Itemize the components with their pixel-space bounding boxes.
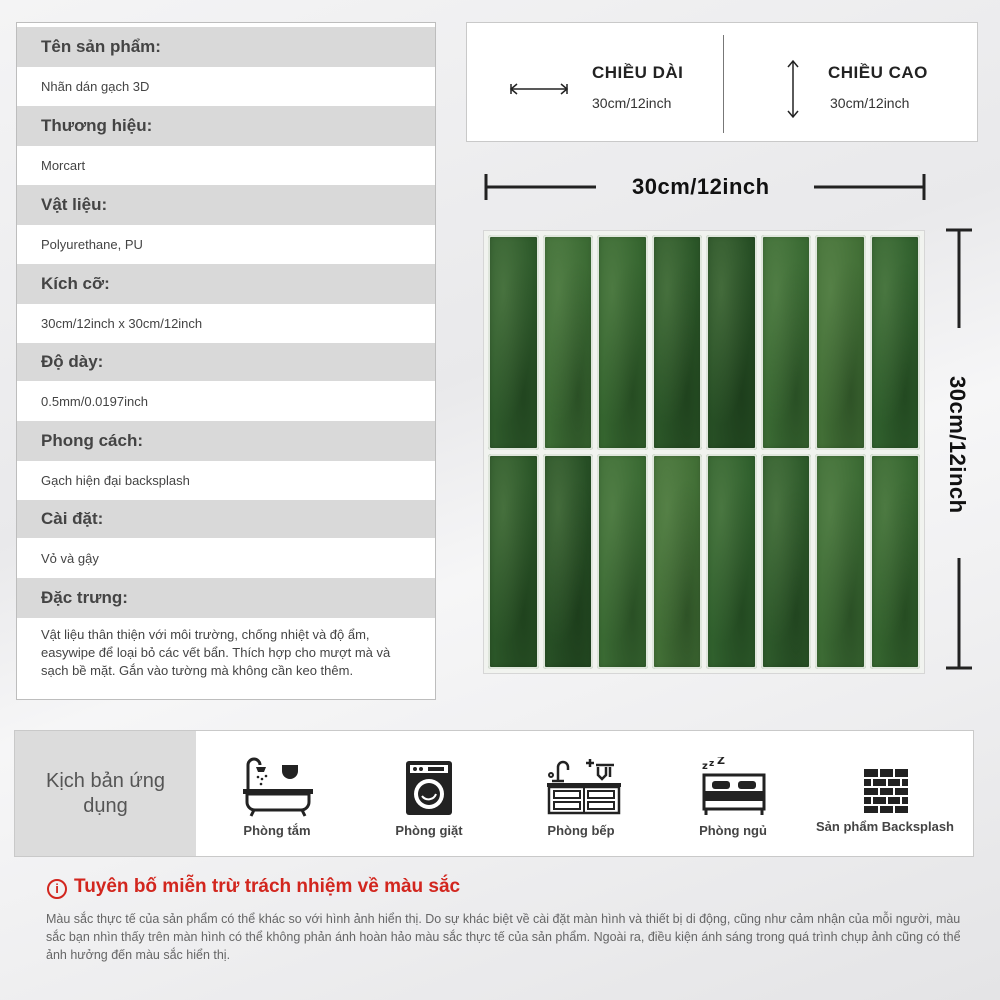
tile-strip — [543, 454, 594, 669]
tile-strip — [652, 235, 703, 450]
spec-value-style: Gạch hiện đại backsplash — [17, 461, 435, 500]
bed-icon — [698, 757, 770, 817]
scenarios-label: Kịch bản ứng dụng — [15, 731, 196, 856]
scenario-laundry-label: Phòng giặt — [395, 823, 463, 838]
tile-strip — [761, 235, 812, 450]
tile-strip — [488, 454, 539, 669]
washing-machine-icon — [394, 757, 466, 817]
brick-wall-icon — [850, 767, 922, 827]
scenario-bathroom — [202, 731, 352, 856]
scenario-kitchen-label: Phòng bếp — [547, 823, 615, 838]
dimensions-box — [466, 22, 978, 142]
scenario-kitchen — [506, 731, 656, 856]
height-title: CHIỀU CAO — [828, 63, 928, 82]
tile-strip — [706, 235, 757, 450]
svg-text:z: z — [702, 761, 708, 772]
length-value: 30cm/12inch — [592, 95, 672, 111]
scenario-laundry — [354, 731, 504, 856]
spec-value-brand: Morcart — [17, 146, 435, 185]
spec-label-product-name: Tên sản phẩm: — [17, 27, 435, 67]
tile-strip — [815, 454, 866, 669]
height-value: 30cm/12inch — [830, 95, 910, 111]
tile-strip — [815, 235, 866, 450]
tile-strip — [870, 454, 921, 669]
dimensions-divider — [723, 35, 724, 133]
spec-value-size: 30cm/12inch x 30cm/12inch — [17, 304, 435, 343]
spec-label-style: Phong cách: — [17, 421, 435, 461]
tile-strip — [597, 454, 648, 669]
spec-label-material: Vật liệu: — [17, 185, 435, 225]
tile-strip — [706, 454, 757, 669]
tile-strip — [488, 235, 539, 450]
height-measure-label: 30cm/12inch — [945, 376, 970, 514]
vertical-arrow-icon — [785, 59, 801, 119]
length-title: CHIỀU DÀI — [592, 63, 684, 82]
tile-strip — [652, 454, 703, 669]
green-tile-sample — [484, 231, 924, 673]
tile-strip — [543, 235, 594, 450]
spec-label-install: Cài đặt: — [17, 500, 435, 538]
application-scenarios — [14, 730, 974, 857]
tile-strip — [761, 454, 812, 669]
spec-value-product-name: Nhãn dán gạch 3D — [17, 67, 435, 106]
width-measure-label: 30cm/12inch — [632, 174, 770, 199]
scenario-bathroom-label: Phòng tắm — [243, 823, 311, 838]
kitchen-icon — [546, 757, 622, 817]
scenario-bedroom — [658, 731, 808, 856]
spec-label-size: Kích cỡ: — [17, 264, 435, 304]
info-icon: i — [47, 879, 67, 899]
svg-text:Z: Z — [717, 757, 725, 767]
disclaimer-title: Tuyên bố miễn trừ trách nhiệm về màu sắc — [74, 876, 461, 897]
spec-value-features: Vật liệu thân thiện với môi trường, chống nhiệt và độ ẩm, easywipe để loại bỏ các vết bẩn. Thích hợp cho mượt mà và sạch bề mặt. Gắn vào tường mà không cần keo thêm. — [17, 618, 435, 698]
scenario-bedroom-label: Phòng ngủ — [699, 823, 767, 838]
spec-label-brand: Thương hiệu: — [17, 106, 435, 146]
scenario-backsplash — [810, 731, 960, 856]
spec-value-install: Vỏ và gậy — [17, 538, 435, 578]
spec-label-features: Đặc trưng: — [17, 578, 435, 618]
tile-strip — [597, 235, 648, 450]
spec-value-thickness: 0.5mm/0.0197inch — [17, 381, 435, 421]
tile-strip — [870, 235, 921, 450]
spec-table — [16, 22, 436, 700]
scenario-backsplash-label: Sản phẩm Backsplash — [816, 819, 954, 834]
bathtub-icon — [242, 757, 314, 817]
disclaimer-body: Màu sắc thực tế của sản phẩm có thể khác so với hình ảnh hiển thị. Do sự khác biệt về cài đặt màn hình và thiết bị di động, cũng như cảm nhận của mỗi người, màu sắc bạn nhìn thấy trên màn hình có thể không phản ánh hoàn hảo màu sắc thực tế của sản phẩm. Ngoài ra, điều kiện ánh sáng trong quá trình chụp ảnh cũng có thể ảnh hưởng đến màu sắc hiển thị. — [46, 912, 961, 962]
horizontal-arrow-icon — [509, 81, 569, 97]
spec-label-thickness: Độ dày: — [17, 343, 435, 381]
spec-value-material: Polyurethane, PU — [17, 225, 435, 264]
svg-text:z: z — [709, 759, 715, 769]
